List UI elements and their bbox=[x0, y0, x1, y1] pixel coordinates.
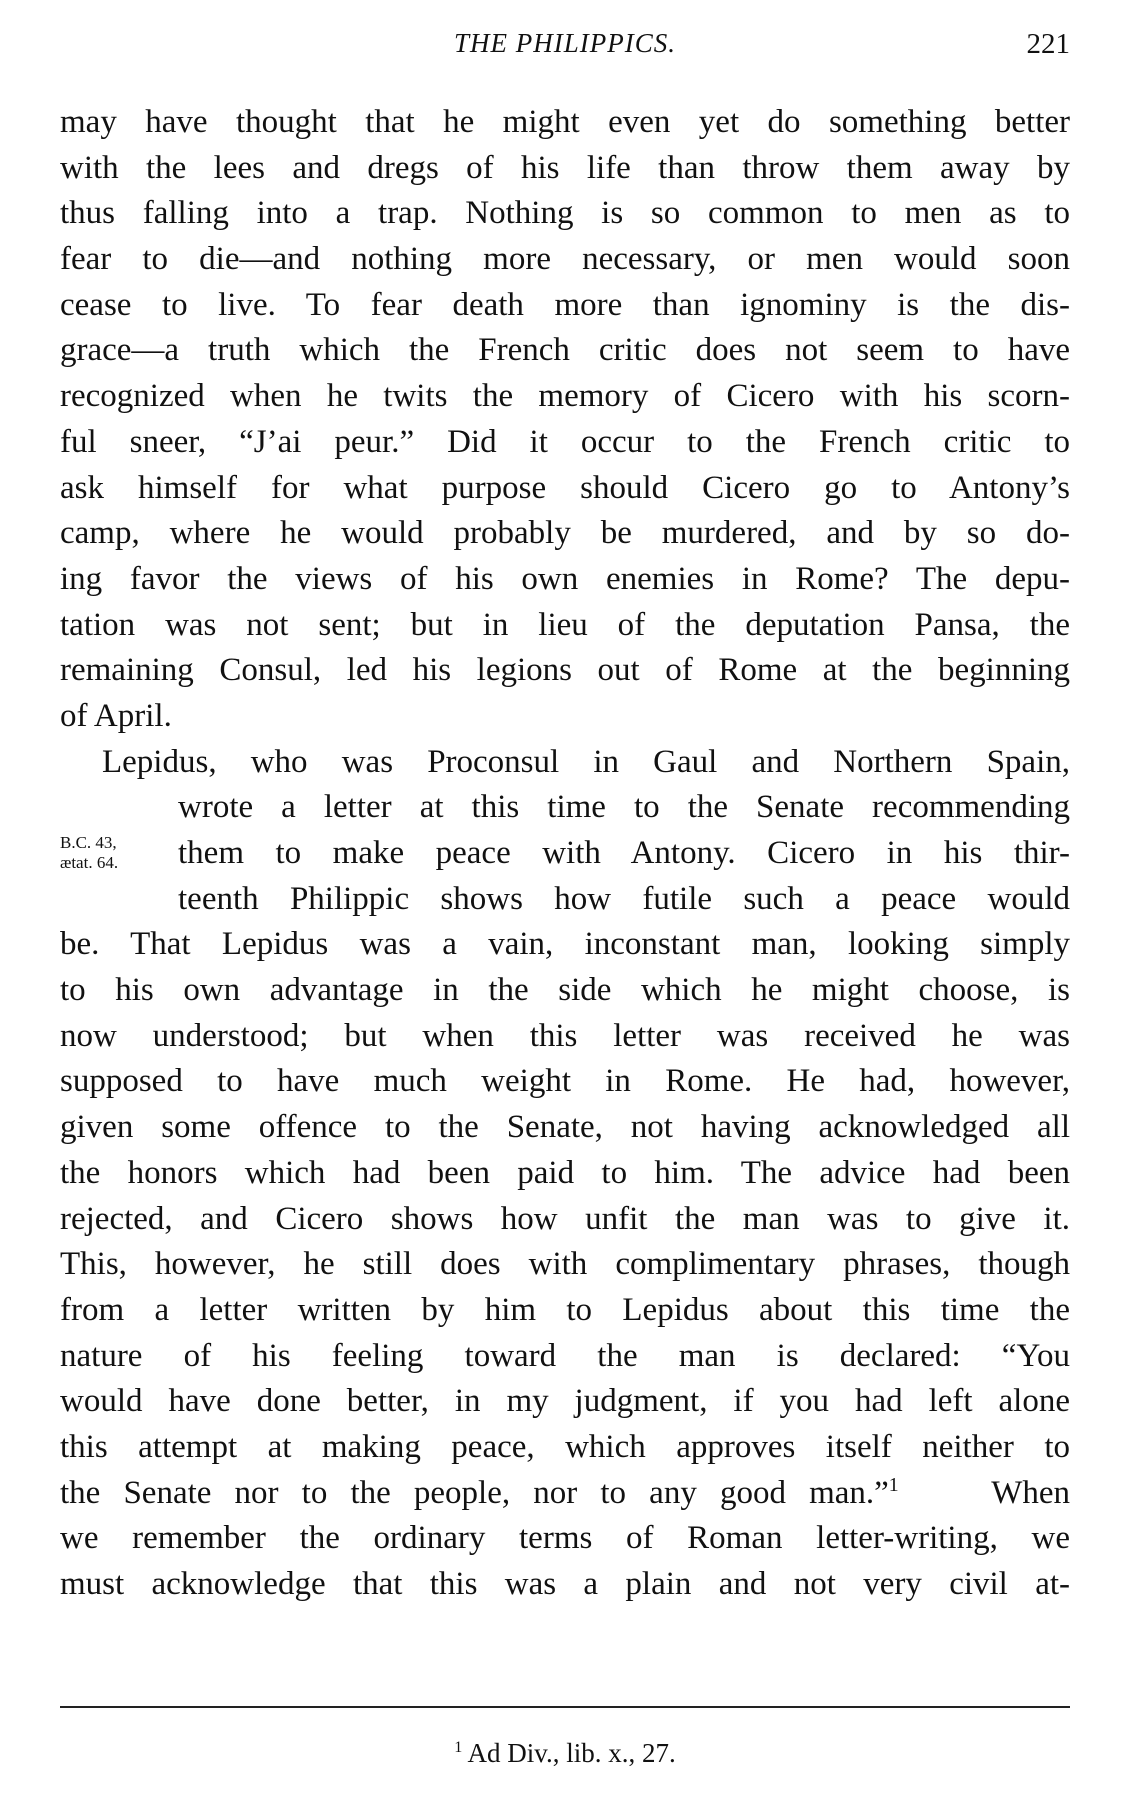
text-line: be. That Lepidus was a vain, inconstant man, looking simply bbox=[60, 926, 1070, 963]
margin-note bbox=[60, 831, 170, 873]
text-line: this attempt at making peace, which approves itself neither to bbox=[60, 1428, 1070, 1465]
text-line: camp, where he would probably be murdered, and by so do- bbox=[60, 515, 1070, 552]
text-line: now understood; but when this letter was received he was bbox=[60, 1017, 1070, 1054]
text-line: ask himself for what purpose should Cicero go to Antony’s bbox=[60, 469, 1070, 506]
text-line-content: them to make peace with Antony. Cicero in his thir- bbox=[178, 835, 1070, 871]
text-line: with the lees and dregs of his life than throw them away by bbox=[60, 149, 1070, 186]
paragraph-first-line: Lepidus, who was Proconsul in Gaul and Northern Spain, bbox=[102, 743, 1070, 780]
footnote-text: Ad Div., lib. x., 27. bbox=[462, 1738, 676, 1768]
text-line: teenth Philippic shows how futile such a peace would bbox=[178, 880, 1070, 917]
footnote-reference: 1 bbox=[888, 1473, 899, 1496]
text-line: the honors which had been paid to him. The advice had been bbox=[60, 1154, 1070, 1191]
page-number: 221 bbox=[1026, 28, 1070, 60]
running-title: THE PHILIPPICS. bbox=[454, 28, 676, 58]
text-line: of April. bbox=[60, 697, 172, 734]
text-line: given some offence to the Senate, not having acknowledged all bbox=[60, 1109, 1070, 1146]
text-line: must acknowledge that this was a plain and not very civil at- bbox=[60, 1566, 1070, 1602]
text-line: nature of his feeling toward the man is declared: “You bbox=[60, 1337, 1070, 1374]
page-header bbox=[60, 28, 1070, 68]
text-line: may have thought that he might even yet do something better bbox=[60, 104, 1070, 140]
margin-note-year: B.C. 43, bbox=[60, 833, 117, 852]
text-line: wrote a letter at this time to the Senate recommending bbox=[178, 789, 1070, 826]
text-line: This, however, he still does with complimentary phrases, though bbox=[60, 1246, 1070, 1283]
text-line: cease to live. To fear death more than ignominy is the dis- bbox=[60, 286, 1070, 323]
footnote-rule bbox=[60, 1706, 1070, 1708]
text-line: supposed to have much weight in Rome. He had, however, bbox=[60, 1063, 1070, 1100]
text-line: would have done better, in my judgment, if you had left alone bbox=[60, 1383, 1070, 1420]
text-line-with-margin-note bbox=[60, 831, 1070, 877]
footnote bbox=[60, 1738, 1070, 1769]
text-line: from a letter written by him to Lepidus about this time the bbox=[60, 1291, 1070, 1328]
text-line: we remember the ordinary terms of Roman letter-writing, we bbox=[60, 1520, 1070, 1557]
text-line: grace—a truth which the French critic does not seem to have bbox=[60, 332, 1070, 369]
text-line: recognized when he twits the memory of Cicero with his scorn- bbox=[60, 378, 1070, 415]
text-line-content: the Senate nor to the people, nor to any good man.” bbox=[60, 1474, 889, 1511]
text-line-with-footnote-ref bbox=[60, 1471, 1070, 1517]
margin-note-age: ætat. 64. bbox=[60, 853, 119, 872]
text-line: to his own advantage in the side which he might choose, is bbox=[60, 972, 1070, 1009]
text-line: rejected, and Cicero shows how unfit the man was to give it. bbox=[60, 1200, 1070, 1237]
body-text bbox=[60, 100, 1070, 1608]
text-line: remaining Consul, led his legions out of Rome at the beginning bbox=[60, 652, 1070, 689]
text-line: thus falling into a trap. Nothing is so common to men as to bbox=[60, 195, 1070, 232]
text-line: ful sneer, “J’ai peur.” Did it occur to the French critic to bbox=[60, 423, 1070, 460]
footnote-marker: 1 bbox=[454, 1738, 463, 1756]
text-line: ing favor the views of his own enemies in Rome? The depu- bbox=[60, 560, 1070, 597]
text-line-continuation: When bbox=[991, 1474, 1070, 1511]
text-line: tation was not sent; but in lieu of the deputation Pansa, the bbox=[60, 606, 1070, 643]
text-line: fear to die—and nothing more necessary, or men would soon bbox=[60, 241, 1070, 278]
